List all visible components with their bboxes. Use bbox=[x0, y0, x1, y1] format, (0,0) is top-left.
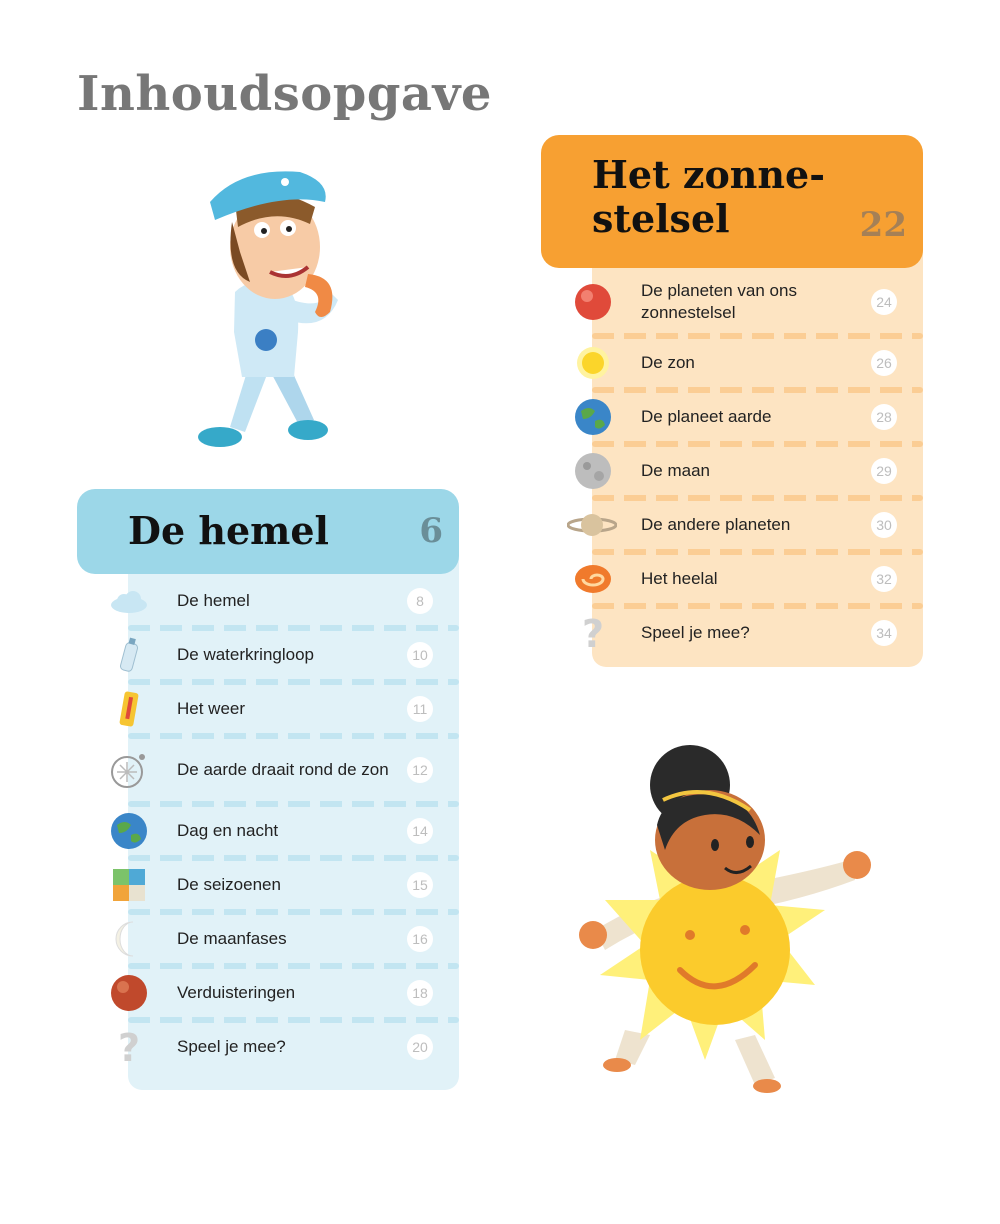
toc-item-page: 20 bbox=[407, 1034, 433, 1060]
planet-red-icon bbox=[573, 282, 613, 322]
svg-text:?: ? bbox=[581, 613, 605, 653]
toc-item-label: De planeten van ons zonnestelsel bbox=[641, 281, 797, 322]
toc-item[interactable] bbox=[541, 552, 923, 606]
toc-item-label: Het heelal bbox=[641, 569, 718, 588]
toc-item-page: 32 bbox=[871, 566, 897, 592]
chapter-hemel bbox=[77, 489, 459, 1090]
toc-item-page: 12 bbox=[407, 757, 433, 783]
toc-item[interactable] bbox=[77, 1020, 459, 1074]
toc-item[interactable] bbox=[77, 912, 459, 966]
toc-item-page: 34 bbox=[871, 620, 897, 646]
toc-item[interactable] bbox=[77, 858, 459, 912]
toc-item[interactable] bbox=[541, 390, 923, 444]
toc-item[interactable] bbox=[77, 682, 459, 736]
toc-item-page: 16 bbox=[407, 926, 433, 952]
chapter-header[interactable] bbox=[541, 135, 923, 268]
toc-list bbox=[541, 268, 923, 660]
toc-item-page: 24 bbox=[871, 289, 897, 315]
water-bottle-icon bbox=[109, 635, 149, 675]
toc-item[interactable] bbox=[77, 804, 459, 858]
toc-item-label: De planeet aarde bbox=[641, 407, 772, 426]
chapter-zonnestelsel bbox=[541, 135, 923, 667]
chapter-header[interactable] bbox=[77, 489, 459, 574]
toc-item-label: Het weer bbox=[177, 699, 246, 718]
eclipse-icon bbox=[109, 973, 149, 1013]
toc-item-page: 11 bbox=[407, 696, 433, 722]
toc-item-label: Dag en nacht bbox=[177, 821, 279, 840]
toc-item-page: 14 bbox=[407, 818, 433, 844]
sun-icon bbox=[573, 343, 613, 383]
toc-item-page: 8 bbox=[407, 588, 433, 614]
thermometer-icon bbox=[109, 689, 149, 729]
toc-item-label: De maan bbox=[641, 461, 710, 480]
toc-item[interactable] bbox=[541, 498, 923, 552]
toc-item[interactable] bbox=[541, 336, 923, 390]
chapter-page-number: 6 bbox=[419, 511, 443, 551]
boy-illustration bbox=[190, 162, 350, 457]
toc-item-label: Verduisteringen bbox=[177, 983, 296, 1002]
svg-text:?: ? bbox=[117, 1027, 141, 1067]
galaxy-icon bbox=[573, 559, 613, 599]
toc-item-page: 26 bbox=[871, 350, 897, 376]
chapter-title: Het zonne- stelsel bbox=[592, 152, 825, 241]
toc-item-label: De waterkringloop bbox=[177, 645, 315, 664]
earth-icon bbox=[109, 811, 149, 851]
toc-item-label: De hemel bbox=[177, 591, 250, 610]
toc-item[interactable] bbox=[541, 268, 923, 336]
toc-item-page: 28 bbox=[871, 404, 897, 430]
girl-sun-illustration bbox=[565, 740, 880, 1100]
earth-icon bbox=[573, 397, 613, 437]
seasons-icon bbox=[109, 865, 149, 905]
toc-item-label: De zon bbox=[641, 353, 695, 372]
toc-item-page: 29 bbox=[871, 458, 897, 484]
toc-item[interactable] bbox=[541, 444, 923, 498]
toc-item-label: De aarde draait rond de zon bbox=[177, 760, 389, 779]
toc-item-label: Speel je mee? bbox=[177, 1037, 286, 1056]
saturn-icon bbox=[567, 505, 617, 545]
toc-item-label: De andere planeten bbox=[641, 515, 791, 534]
toc-item[interactable] bbox=[77, 736, 459, 804]
toc-item-page: 15 bbox=[407, 872, 433, 898]
toc-item[interactable] bbox=[77, 628, 459, 682]
chapter-page-number: 22 bbox=[859, 205, 907, 245]
toc-item[interactable] bbox=[77, 574, 459, 628]
moon-crescent-icon bbox=[109, 919, 149, 959]
toc-item-page: 10 bbox=[407, 642, 433, 668]
question-mark-icon bbox=[573, 613, 613, 653]
orbit-icon bbox=[109, 750, 149, 790]
cloud-icon bbox=[109, 581, 149, 621]
question-mark-icon bbox=[109, 1027, 149, 1067]
toc-item-label: De seizoenen bbox=[177, 875, 281, 894]
toc-item-page: 30 bbox=[871, 512, 897, 538]
toc-item-label: De maanfases bbox=[177, 929, 287, 948]
toc-list bbox=[77, 574, 459, 1074]
page-title: Inhoudsopgave bbox=[77, 66, 492, 122]
toc-item-label: Speel je mee? bbox=[641, 623, 750, 642]
toc-item[interactable] bbox=[541, 606, 923, 660]
moon-icon bbox=[573, 451, 613, 491]
toc-item-page: 18 bbox=[407, 980, 433, 1006]
toc-item[interactable] bbox=[77, 966, 459, 1020]
chapter-title: De hemel bbox=[128, 508, 329, 553]
